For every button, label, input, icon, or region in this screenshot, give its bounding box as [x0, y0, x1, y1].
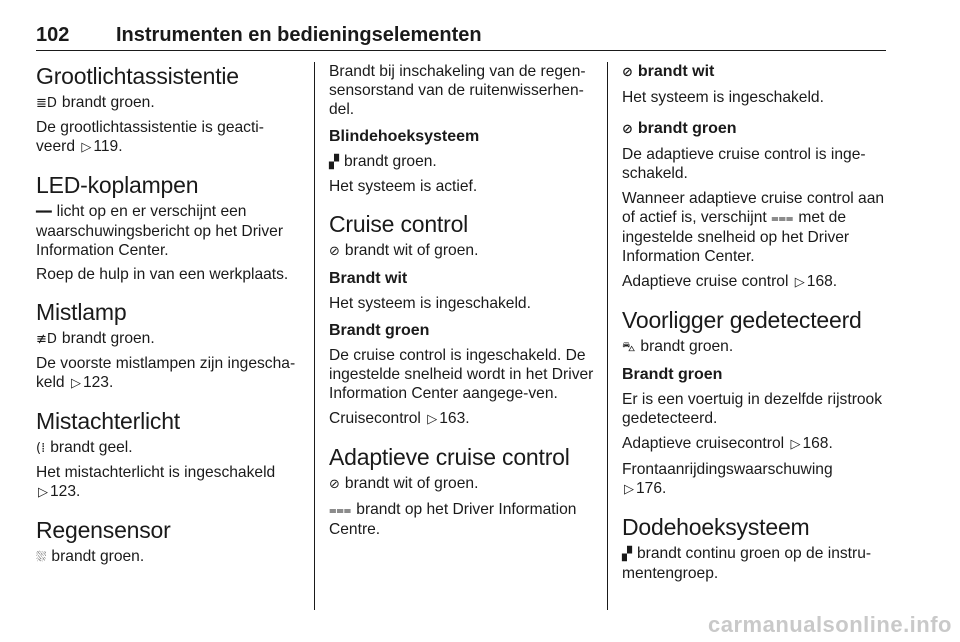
section-title-cruise-control: Cruise control [329, 211, 469, 237]
subheading-brandt-groen: Brandt groen [622, 366, 723, 383]
column-2 [329, 62, 594, 545]
side-blind-zone-status: ▞ brandt continu groen op de instru-mentengroep. [622, 545, 872, 582]
high-beam-assist-text: De grootlichtassistentie is geacti-veerd ▷ 119. [36, 119, 264, 155]
reference-arrow-icon: ▷ [794, 275, 805, 290]
section-title-vehicle-ahead: Voorligger gedetecteerd [622, 307, 862, 333]
adaptive-green-text: De adaptieve cruise control is inge-schakeld. [622, 146, 866, 182]
cruise-control-icon: ⊘ [329, 477, 340, 492]
fog-lamp-icon: ≢D [36, 332, 57, 347]
rear-fog-lamp-text: Het mistachterlicht is ingeschakeld ▷ 123. [36, 464, 276, 500]
column-divider-1 [314, 62, 315, 610]
blind-spot-icon: ▞ [622, 547, 632, 562]
section-title-adaptive-cruise: Adaptieve cruise control [329, 444, 570, 470]
rain-sensor-status: ⛆ brandt groen. [36, 548, 145, 565]
fog-lamp-status: ≢D brandt groen. [36, 330, 155, 347]
reference-arrow-icon: ▷ [427, 412, 438, 427]
page-header [36, 23, 886, 51]
subheading-brandt-wit: ⊘ brandt wit [622, 62, 890, 83]
fog-lamp-text: De voorste mistlampen zijn ingescha-keld ▷ 123. [36, 355, 296, 391]
adaptive-active-text: Wanneer adaptieve cruise control aan of actief is, verschijnt ⩶ met de ingestelde snelheid op het Driver Information Center. [622, 190, 885, 265]
vehicle-ahead-text: Er is een voertuig in dezelfde rijstrook gedetecteerd. [622, 391, 883, 427]
watermark: carmanualsonline.info [708, 612, 952, 637]
reference-arrow-icon: ▷ [70, 376, 81, 391]
cruise-green-text: De cruise control is ingeschakeld. De ingestelde snelheid wordt in het Driver Information Center aangege-ven. [329, 347, 594, 402]
column-divider-2 [607, 62, 608, 610]
collision-warning-reference: Frontaanrijdingswaarschuwing ▷ 176. [622, 461, 833, 497]
cruise-white-text: Het systeem is ingeschakeld. [329, 295, 531, 312]
led-headlamps-text: Roep de hulp in van een werkplaats. [36, 266, 289, 283]
page-title: Instrumenten en bedieningselementen [116, 24, 482, 46]
led-headlamp-icon: ━━ [36, 205, 52, 220]
rear-fog-lamp-icon: (⁞ [36, 441, 46, 456]
cruise-control-icon: ⊘ [329, 244, 340, 259]
reference-arrow-icon: ▷ [81, 140, 92, 155]
rain-sensor-icon: ⛆ [36, 550, 47, 565]
reference-arrow-icon: ▷ [38, 485, 48, 500]
adaptive-cruise-text: ⩶ brandt op het Driver Information Centre. [329, 501, 577, 538]
section-title-led-headlamps: LED-koplampen [36, 172, 199, 198]
vehicle-ahead-status: ⛍ brandt groen. [622, 338, 734, 355]
blind-spot-text: Het systeem is actief. [329, 178, 478, 195]
high-beam-assist-icon: ≣D [36, 96, 57, 111]
section-title-rain-sensor: Regensensor [36, 517, 171, 543]
rear-fog-lamp-status: (⁞ brandt geel. [36, 439, 133, 456]
page-number: 102 [36, 24, 70, 46]
adaptive-cruise-reference: Adaptieve cruise control ▷ 168. [622, 273, 838, 290]
cruise-control-icon: ⊘ [622, 65, 633, 80]
rain-sensor-text: Brandt bij inschakeling van de regen-sensorstand van de ruitenwisserhen-del. [329, 63, 586, 118]
reference-arrow-icon: ▷ [790, 437, 801, 452]
column-1 [36, 62, 301, 573]
cruise-control-status: ⊘ brandt wit of groen. [329, 242, 479, 259]
cruise-control-icon: ⊘ [622, 122, 633, 137]
cruise-control-reference: Cruisecontrol ▷ 163. [329, 410, 470, 427]
subheading-brandt-wit: Brandt wit [329, 270, 408, 287]
section-title-high-beam-assist: Grootlichtassistentie [36, 63, 239, 89]
adaptive-white-text: Het systeem is ingeschakeld. [622, 89, 824, 106]
adaptive-cruise-status: ⊘ brandt wit of groen. [329, 475, 479, 492]
adaptive-cruise-icon: ⩶ [771, 211, 794, 226]
column-3 [622, 62, 890, 589]
subheading-brandt-groen: ⊘ brandt groen [622, 119, 890, 140]
section-title-fog-lamp: Mistlamp [36, 299, 127, 325]
led-headlamps-status: ━━ licht op en er verschijnt een waarschuwingsbericht op het Driver Information Center. [36, 203, 284, 259]
reference-arrow-icon: ▷ [624, 482, 634, 497]
vehicle-ahead-icon: ⛍ [622, 340, 636, 355]
blind-spot-icon: ▞ [329, 155, 339, 170]
section-title-side-blind-zone: Dodehoeksysteem [622, 514, 810, 540]
adaptive-cruise-icon: ⩶ [329, 503, 352, 518]
high-beam-assist-status: ≣D brandt groen. [36, 94, 155, 111]
subheading-brandt-groen: Brandt groen [329, 322, 430, 339]
blind-spot-status: ▞ brandt groen. [329, 153, 437, 170]
section-title-rear-fog-lamp: Mistachterlicht [36, 408, 180, 434]
adaptive-cruise-reference-2: Adaptieve cruisecontrol ▷ 168. [622, 435, 833, 452]
section-title-blind-spot: Blindehoeksysteem [329, 128, 480, 145]
